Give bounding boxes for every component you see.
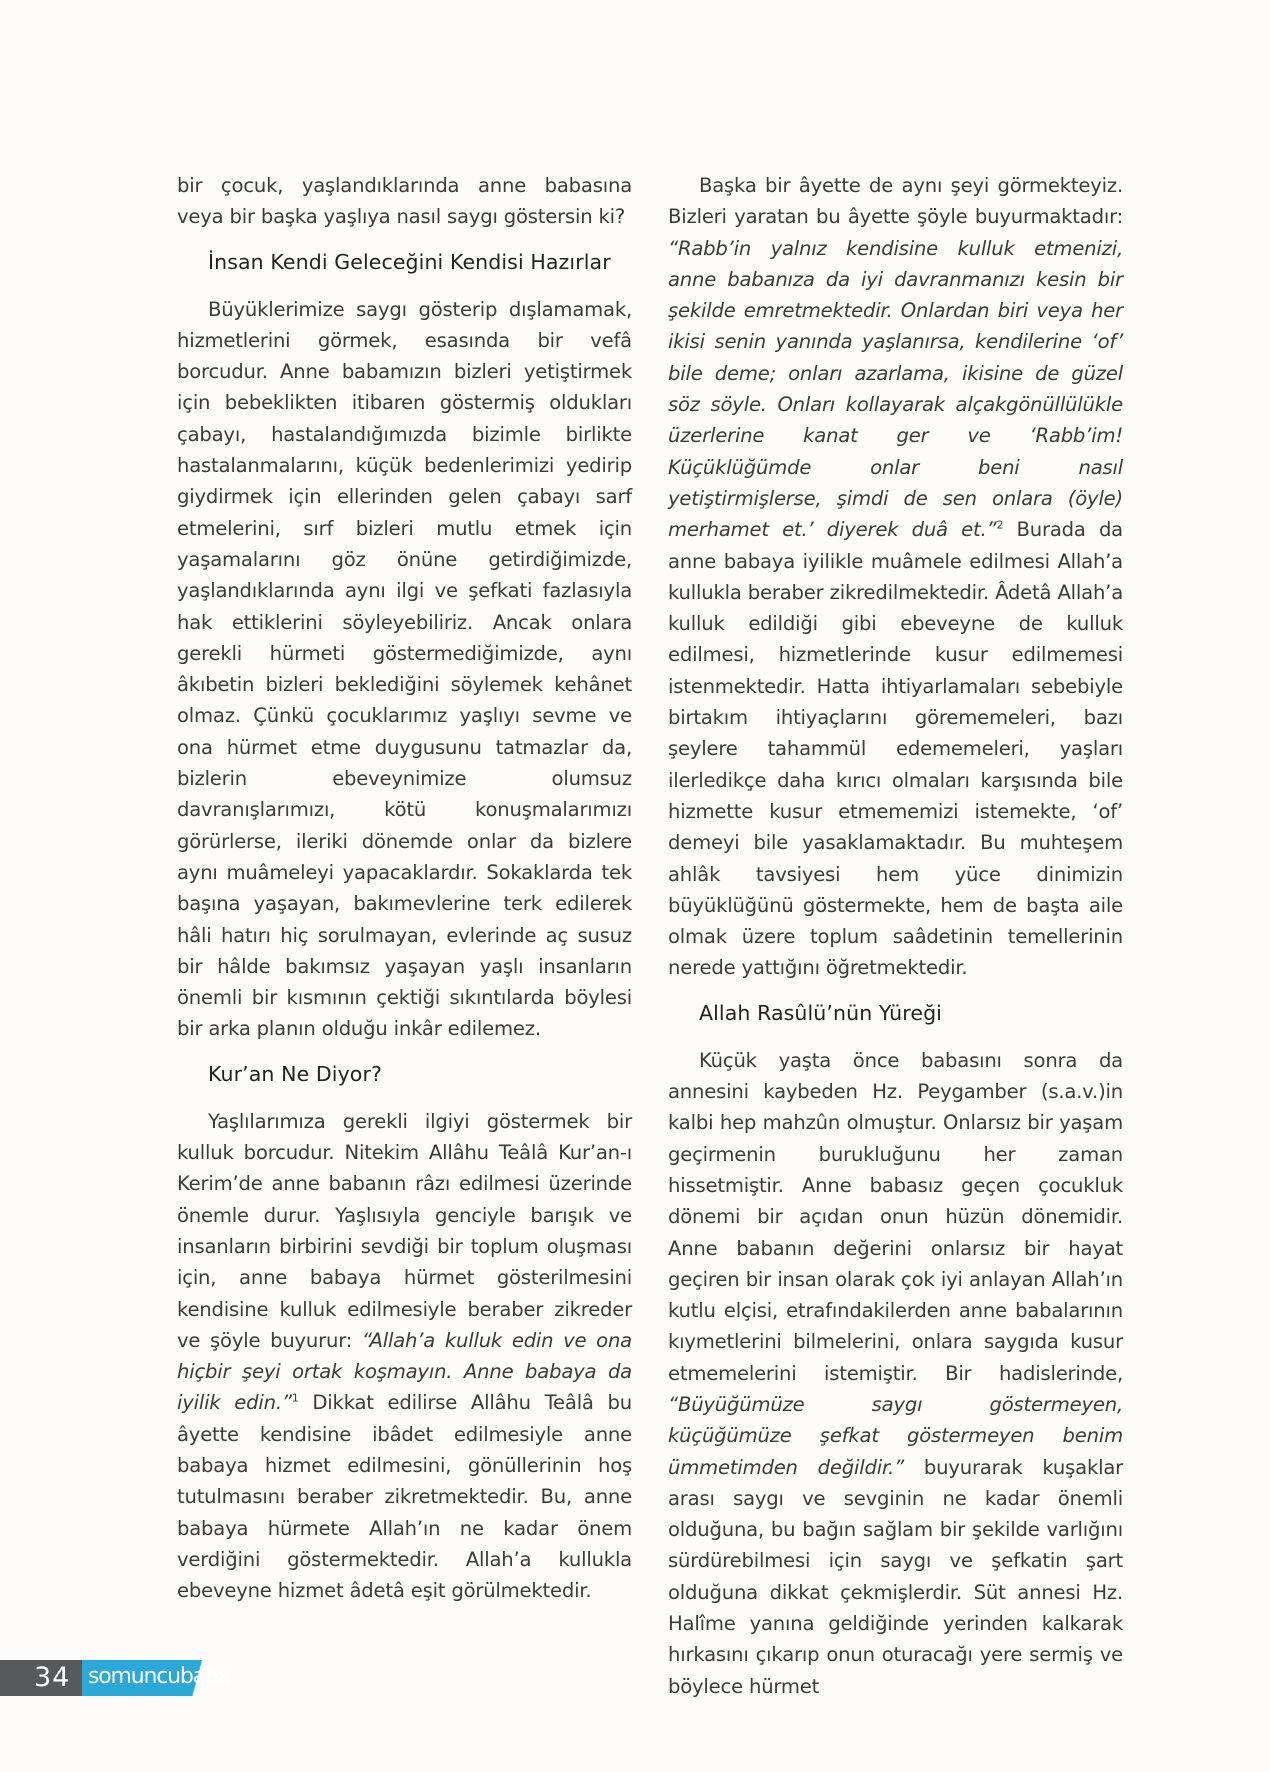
paragraph: bir çocuk, yaşlandıklarında anne babasına veya bir başka yaşlıya nasıl saygı göstersin ki? <box>177 174 632 229</box>
paragraph-text: Dikkat edilirse Allâhu Teâlâ bu âyette kendisine ibâdet edilmesiyle anne babaya hizmet edilmesini, gönüllerinin hoş tutulmasını beraber zikretmektedir. Bu, anne babaya hürmete Allah’ın ne kadar önem verdiğini göstermektedir. Allah’a kullukla ebeveyne hizmet âdetâ eşit görülmektedir. <box>177 1391 632 1603</box>
verse-quote: “Allah’a kulluk edin ve ona hiçbir şeyi ortak koşmayın. Anne babaya da iyilik edin.” <box>177 1328 632 1415</box>
paragraph <box>668 1045 1123 1702</box>
paragraph-text: buyurarak kuşaklar arası saygı ve sevginin ne kadar önemli olduğuna, bu bağın sağlam bir şekilde varlığını sürdürebilmesi için saygı ve şefkatin şart olduğuna dikkat çekmişlerdir. Süt annesi Hz. Halîme yanına geldiğinde yerinden kalkarak hırkasını çıkarıp onun oturacağı yere sermiş ve böylece hürmet <box>668 1455 1123 1698</box>
section-heading: Allah Rasûlü’nün Yüreği <box>699 1000 942 1025</box>
page-number: 34 <box>34 1662 71 1693</box>
hadith-quote: “Büyüğümüze saygı göstermeyen, küçüğümüze şefkat göstermeyen benim ümmetimden değildir.” <box>668 1392 1123 1479</box>
paragraph-text: Burada da anne babaya iyilikle muâmele edilmesi Allah’a kullukla beraber zikredilmektedir. Âdetâ Allah’a kulluk edildiği gibi ebeveyne de kulluk edilmesi, hizmetlerinde kusur edilmemesi istenmektedir. Hatta ihtiyarlamaları sebebiyle birtakım ihtiyaçlarını görememeleri, bazı şeylere tahammül edememeleri, yaşları ilerledikçe daha kırıcı olmaları karşısında bile hizmette kusur etmememizi istemekte, ‘of’ demeyi bile yasaklamaktadır. Bu muhteşem ahlâk tavsiyesi hem yüce dinimizin büyüklüğünü göstermekte, hem de başta aile olmak üzere toplum saâdetinin temellerinin nerede yattığını öğretmektedir. <box>668 518 1123 980</box>
paragraph <box>177 1106 632 1607</box>
paragraph: Büyüklerimize saygı gösterip dışlamamak, hizmetlerini görmek, esasında bir vefâ borcudur. Anne babamızın bizleri yetiştirmek için bebeklikten itibaren göstermiş oldukları çabayı, hastalandığımızda bizimle birlikte hastalanmalarını, küçük bedenlerimizi yedirip giydirmek için ellerinden gelen çabayı sarf etmelerini, sırf bizleri mutlu etmek için yaşamalarını göz önüne getirdiğimizde, yaşlandıklarında aynı ilgi ve şefkati fazlasıyla hak ettiklerini söyleyebiliriz. Ancak onlara gerekli hürmeti göstermediğimizde, aynı âkıbetin bizleri beklediğini söylemek kehânet olmaz. Çünkü çocuklarımız yaşlıyı sevme ve ona hürmet etme duygusunu tatmazlar da, bizlerin ebeveynimize olumsuz davranışlarımızı, kötü konuşmalarımızı görürlerse, ileriki dönemde onlar da bizlere aynı muâmeleyi yapacaklardır. Sokaklarda tek başına yaşayan, bakımevlerine terk edilerek hâli hatırı hiç sorulmayan, evlerinde aç susuz bir hâlde bakımsız yaşayan yaşlı insanların önemli bir kısmının çektiği sıkıntılarda böylesi bir arka planın olduğu inkâr edilemez. <box>177 297 632 1041</box>
page-footer <box>0 1660 230 1696</box>
section-heading: İnsan Kendi Geleceğini Kendisi Hazırlar <box>208 249 611 274</box>
left-column <box>177 170 632 1606</box>
footnote-marker: 2 <box>996 518 1004 532</box>
section-heading: Kur’an Ne Diyor? <box>208 1061 382 1086</box>
right-column <box>668 170 1123 1702</box>
paragraph-text: Yaşlılarımıza gerekli ilgiyi göstermek bir kulluk borcudur. Nitekim Allâhu Teâlâ Kur’an-ı Kerim’de anne babanın râzı edilmesi üzerinde önemle durur. Yaşlısıyla genciyle barışık ve insanların birbirini sevdiği bir toplum oluşması için, anne babaya hürmet gösterilmesini kendisine kulluk edilmesiyle beraber zikreder ve şöyle buyurur: <box>177 1109 632 1352</box>
paragraph <box>668 170 1123 984</box>
verse-quote: “Rabb’in yalnız kendisine kulluk etmenizi, anne babanıza da iyi davranmanızı kesin bir şekilde emretmektedir. Onlardan biri veya her ikisi senin yanında yaşlanırsa, kendilerine ‘of’ bile deme; onları azarlama, ikisine de güzel söz söyle. Onları kollayarak alçakgönüllülükle üzerlerine kanat ger ve ‘Rabb’im! Küçüklüğümde onlar beni nasıl yetiştirmişlerse, şimdi de sen onlara (öyle) merhamet et.’ diyerek duâ et.” <box>668 236 1123 542</box>
footnote-marker: 1 <box>291 1391 299 1405</box>
paragraph-text: Küçük yaşta önce babasını sonra da annesini kaybeden Hz. Peygamber (s.a.v.)in kalbi hep mahzûn olmuştur. Onlarsız bir yaşam geçirmenin burukluğunu her zaman hissetmiştir. Anne babasız geçen çocukluk dönemi bir açıdan onun hüzün dönemidir. Anne babanın değerini onlarsız bir hayat geçiren bir insan olarak çok iyi anlayan Allah’ın kutlu elçisi, etrafındakilerden anne babalarının kıymetlerini bilmelerini, onlara saygıda kusur etmemelerini istemiştir. Bir hadislerinde, <box>668 1048 1123 1385</box>
paragraph-text: Başka bir âyette de aynı şeyi görmekteyiz. Bizleri yaratan bu âyette şöyle buyurmaktadır: <box>668 174 1123 229</box>
brand-logo: somuncubaba <box>88 1664 230 1689</box>
